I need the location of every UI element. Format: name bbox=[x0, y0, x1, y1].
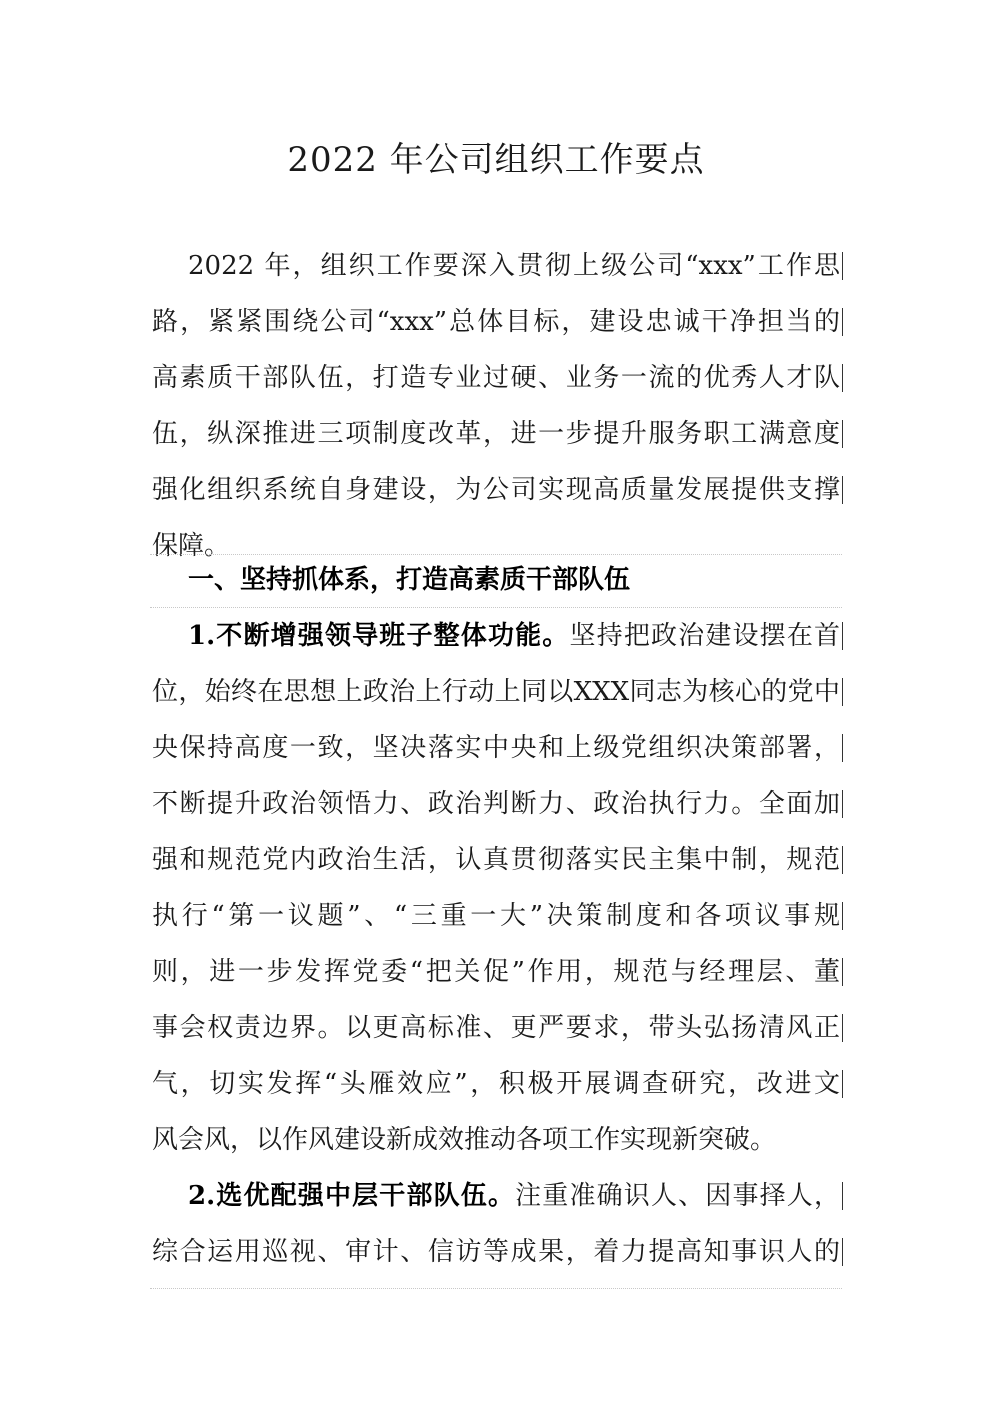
intro-line-4: 伍，纵深推进三项制度改革，进一步提升服务职工满意度 bbox=[152, 419, 840, 449]
item1-line-6: 执行“第一议题”、“三重一大”决策制度和各项议事规 bbox=[152, 901, 840, 931]
page-bottom-separator bbox=[150, 1288, 842, 1289]
item1-line-5: 强和规范党内政治生活，认真贯彻落实民主集中制，规范 bbox=[152, 845, 840, 875]
margin-bar bbox=[842, 1014, 843, 1042]
margin-bar bbox=[842, 252, 843, 280]
margin-bar bbox=[842, 846, 843, 874]
margin-bar bbox=[842, 790, 843, 818]
item1-line-10: 风会风，以作风建设新成效推动各项工作实现新突破。 bbox=[152, 1125, 777, 1155]
item2-line-2: 综合运用巡视、审计、信访等成果，着力提高知事识人的 bbox=[152, 1237, 840, 1267]
item1-line-1 bbox=[152, 608, 840, 664]
item1-lead: 1.不断增强领导班子整体功能。 bbox=[188, 621, 570, 651]
margin-bar bbox=[842, 678, 843, 706]
item1-line-8: 事会权责边界。以更高标准、更严要求，带头弘扬清风正 bbox=[152, 1013, 840, 1043]
intro-line-1: 2022 年，组织工作要深入贯彻上级公司“xxx”工作思 bbox=[188, 251, 840, 281]
item1-first-rest: 坚持把政治建设摆在首 bbox=[569, 621, 840, 651]
item1-line-3: 央保持高度一致，坚决落实中央和上级党组织决策部署， bbox=[152, 733, 840, 763]
item2-line-1 bbox=[152, 1168, 840, 1224]
margin-bar bbox=[842, 1070, 843, 1098]
margin-bar bbox=[842, 902, 843, 930]
intro-line-2: 路，紧紧围绕公司“xxx”总体目标，建设忠诚干净担当的 bbox=[152, 307, 840, 337]
item2-lead: 2.选优配强中层干部队伍。 bbox=[188, 1181, 516, 1211]
item1-line-9: 气，切实发挥“头雁效应”，积极开展调查研究，改进文 bbox=[152, 1069, 840, 1099]
margin-bar bbox=[842, 622, 843, 650]
item1-line-7: 则，进一步发挥党委“把关促”作用，规范与经理层、董 bbox=[152, 957, 840, 987]
margin-bar bbox=[842, 958, 843, 986]
margin-bar bbox=[842, 420, 843, 448]
page-title: 2022 年公司组织工作要点 bbox=[287, 140, 705, 180]
intro-line-5: 强化组织系统自身建设，为公司实现高质量发展提供支撑 bbox=[152, 475, 840, 505]
section-heading: 一、坚持抓体系，打造高素质干部队伍 bbox=[188, 565, 631, 595]
intro-line-3: 高素质干部队伍，打造专业过硬、业务一流的优秀人才队 bbox=[152, 363, 840, 393]
margin-bar bbox=[842, 1238, 843, 1266]
margin-bar bbox=[842, 1182, 843, 1210]
intro-line-6: 保障。 bbox=[152, 531, 231, 561]
margin-bar bbox=[842, 308, 843, 336]
margin-bar bbox=[842, 364, 843, 392]
item2-first-rest: 注重准确识人、因事择人， bbox=[515, 1181, 840, 1211]
item1-line-4: 不断提升政治领悟力、政治判断力、政治执行力。全面加 bbox=[152, 789, 840, 819]
margin-bar bbox=[842, 734, 843, 762]
item1-line-2: 位，始终在思想上政治上行动上同以XXX同志为核心的党中 bbox=[152, 677, 840, 707]
margin-bar bbox=[842, 476, 843, 504]
